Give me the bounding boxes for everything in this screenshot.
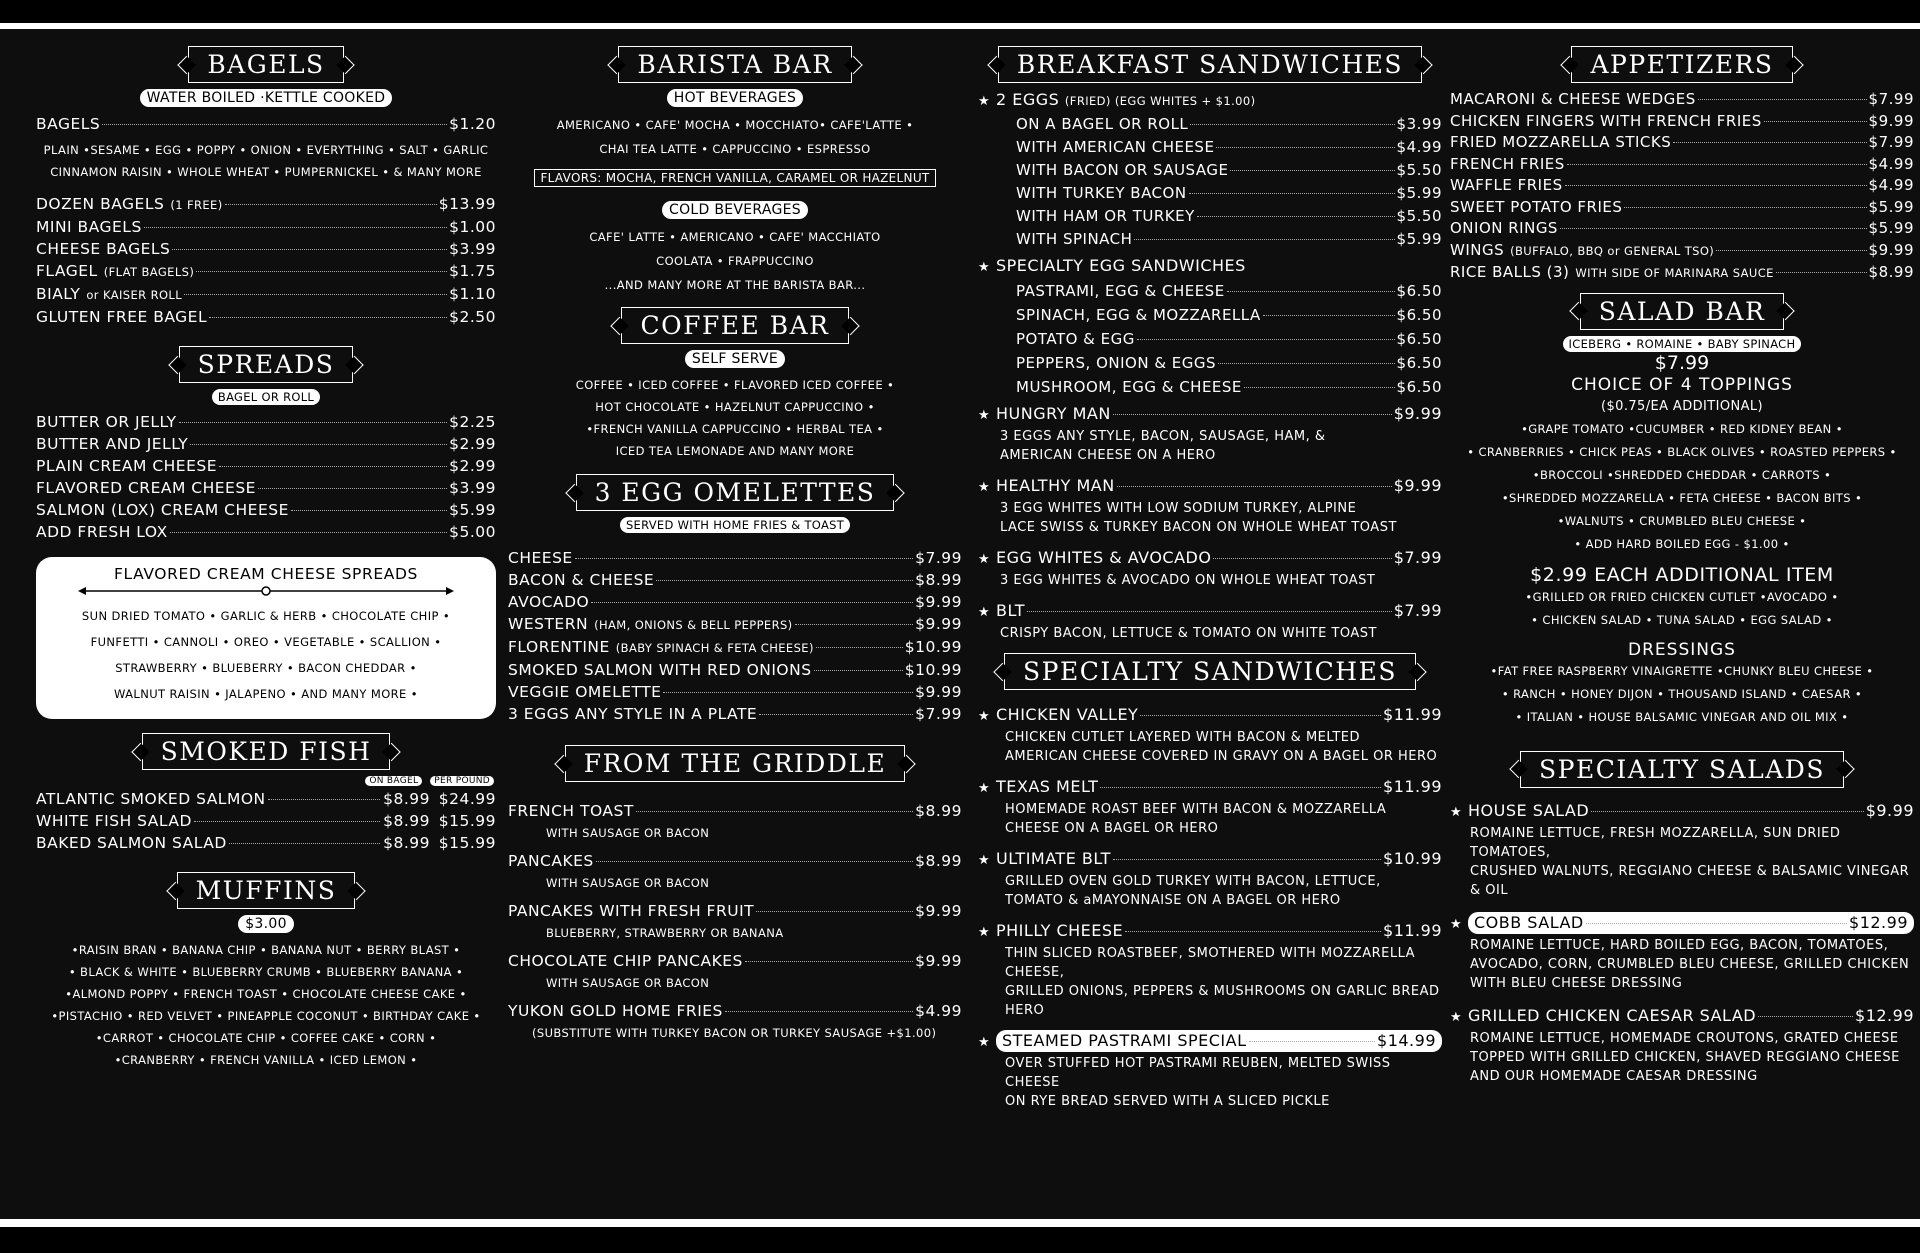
dressings-list: •FAT FREE RASPBERRY VINAIGRETTE •CHUNKY BLEU CHEESE • • RANCH • HONEY DIJON • THOUSAND ISLAND • CAESAR • • ITALIAN • HOUSE BALSAMIC VINEGAR AND OIL MIX • bbox=[1490, 663, 1874, 724]
menu-item: MUSHROOM, EGG & CHEESE $6.50 bbox=[1016, 378, 1442, 396]
menu-item: WITH HAM OR TURKEY $5.50 bbox=[1016, 207, 1442, 225]
menu-item: RICE BALLS (3) WITH SIDE OF MARINARA SAUCE $8.99 bbox=[1450, 263, 1914, 281]
menu-item: ★ BLT $7.99 bbox=[978, 600, 1442, 624]
item-description: CHICKEN CUTLET LAYERED WITH BACON & MELTED AMERICAN CHEESE COVERED IN GRAVY ON A BAGEL OR HERO bbox=[1005, 730, 1438, 764]
menu-item: ★ CHICKEN VALLEY $11.99 bbox=[978, 704, 1442, 728]
menu-item: ★ GRILLED CHICKEN CAESAR SALAD $12.99 bbox=[1450, 1005, 1914, 1029]
choice-toppings: CHOICE OF 4 TOPPINGS bbox=[1571, 374, 1793, 395]
extra-items-list: •GRILLED OR FRIED CHICKEN CUTLET •AVOCADO • • CHICKEN SALAD • TUNA SALAD • EGG SALAD • bbox=[1525, 589, 1839, 627]
muffins-price: $3.00 bbox=[238, 915, 294, 933]
star-icon: ★ bbox=[978, 480, 991, 495]
menu-item: ★ STEAMED PASTRAMI SPECIAL $14.99 bbox=[978, 1030, 1442, 1054]
menu-item: SALMON (LOX) CREAM CHEESE $5.99 bbox=[36, 501, 496, 519]
menu-item: ★ TEXAS MELT $11.99 bbox=[978, 776, 1442, 800]
cold-beverages-list: CAFE' LATTE • AMERICANO • CAFE' MACCHIATO COOLATA • FRAPPUCCINO ...AND MANY MORE AT THE BARISTA BAR... bbox=[589, 230, 881, 292]
additional-toppings: ($0.75/EA ADDITIONAL) bbox=[1601, 398, 1763, 414]
bagels-pill: WATER BOILED ·KETTLE COOKED bbox=[140, 89, 393, 107]
item-description: OVER STUFFED HOT PASTRAMI REUBEN, MELTED SWISS CHEESE ON RYE BREAD SERVED WITH A SLICED PICKLE bbox=[1005, 1056, 1391, 1109]
star-icon: ★ bbox=[978, 925, 991, 940]
menu-item: WINGS (BUFFALO, BBQ or GENERAL TSO) $9.99 bbox=[1450, 240, 1914, 259]
item-subtext: WITH SAUSAGE OR BACON bbox=[546, 826, 710, 840]
flavored-title: FLAVORED CREAM CHEESE SPREADS bbox=[114, 565, 418, 583]
star-icon: ★ bbox=[978, 853, 991, 868]
star-icon: ★ bbox=[978, 709, 991, 724]
toppings-list: •GRAPE TOMATO •CUCUMBER • RED KIDNEY BEAN • • CRANBERRIES • CHICK PEAS • BLACK OLIVES • ROASTED PEPPERS • •BROCCOLI •SHREDDED CHEDDAR • CARROTS • •SHREDDED MOZZARELLA • FETA CHEESE • BACON BITS • •WALNUTS • CRUMBLED BLEU CHEESE • • ADD HARD BOILED EGG - $1.00 • bbox=[1467, 421, 1897, 551]
top-black-band bbox=[0, 0, 1920, 23]
menu-item: WHITE FISH SALAD $8.99 $15.99 bbox=[36, 812, 496, 830]
item-description: GRILLED OVEN GOLD TURKEY WITH BACON, LETTUCE, TOMATO & aMAYONNAISE ON A BAGEL OR HERO bbox=[1005, 874, 1381, 908]
section-header-griddle: FROM THE GRIDDLE bbox=[508, 745, 962, 782]
menu-item: ★ EGG WHITES & AVOCADO $7.99 bbox=[978, 547, 1442, 571]
menu-item: 3 EGGS ANY STYLE IN A PLATE $7.99 bbox=[508, 705, 962, 723]
divider-ornament bbox=[42, 583, 490, 599]
menu-item: SWEET POTATO FRIES $5.99 bbox=[1450, 197, 1914, 216]
menu-item: SPINACH, EGG & MOZZARELLA $6.50 bbox=[1016, 306, 1442, 324]
item-subtext: (SUBSTITUTE WITH TURKEY BACON OR TURKEY SAUSAGE +$1.00) bbox=[532, 1026, 937, 1040]
item-description: CRISPY BACON, LETTUCE & TOMATO ON WHITE TOAST bbox=[1000, 626, 1377, 641]
item-description: 3 EGGS ANY STYLE, BACON, SAUSAGE, HAM, & AMERICAN CHEESE ON A HERO bbox=[1000, 429, 1326, 463]
section-header-specialty-sandwiches: SPECIALTY SANDWICHES bbox=[978, 653, 1442, 690]
cold-beverages-pill: COLD BEVERAGES bbox=[662, 201, 808, 219]
flavored-list: SUN DRIED TOMATO • GARLIC & HERB • CHOCOLATE CHIP • FUNFETTI • CANNOLI • OREO • VEGETABLE • SCALLION • STRAWBERRY • BLUEBERRY • BACON CHEDDAR • WALNUT RAISIN • JALAPENO • AND MANY MORE • bbox=[81, 609, 451, 701]
section-header-breakfast: BREAKFAST SANDWICHES bbox=[978, 46, 1442, 83]
menu-item: POTATO & EGG $6.50 bbox=[1016, 330, 1442, 348]
menu-item: GLUTEN FREE BAGEL $2.50 bbox=[36, 308, 496, 326]
item-description: HOMEMADE ROAST BEEF WITH BACON & MOZZARELLA CHEESE ON A BAGEL OR HERO bbox=[1005, 802, 1387, 836]
menu-item: WITH BACON OR SAUSAGE $5.50 bbox=[1016, 161, 1442, 179]
item-subtext: WITH SAUSAGE OR BACON bbox=[546, 876, 710, 890]
menu-item: ★ PHILLY CHEESE $11.99 bbox=[978, 920, 1442, 944]
menu-item: PANCAKES WITH FRESH FRUIT $9.99 bbox=[508, 902, 962, 920]
menu-item: WITH AMERICAN CHEESE $4.99 bbox=[1016, 138, 1442, 156]
menu-item: ON A BAGEL OR ROLL $3.99 bbox=[1016, 115, 1442, 133]
menu-item: BAGELS $1.20 bbox=[36, 115, 496, 133]
menu-item: YUKON GOLD HOME FRIES $4.99 bbox=[508, 1002, 962, 1020]
section-header-appetizers: APPETIZERS bbox=[1450, 46, 1914, 83]
section-header-muffins: MUFFINS bbox=[36, 872, 496, 909]
menu-item: FRENCH FRIES $4.99 bbox=[1450, 154, 1914, 173]
flavored-cream-cheese-box bbox=[36, 557, 496, 719]
menu-item: BUTTER OR JELLY $2.25 bbox=[36, 413, 496, 431]
menu-item: WITH SPINACH $5.99 bbox=[1016, 230, 1442, 248]
menu-item: CHEESE BAGELS $3.99 bbox=[36, 240, 496, 258]
menu-item: VEGGIE OMELETTE $9.99 bbox=[508, 683, 962, 701]
menu-item: BUTTER AND JELLY $2.99 bbox=[36, 435, 496, 453]
menu-item: DOZEN BAGELS (1 FREE) $13.99 bbox=[36, 195, 496, 213]
greens-pill: ICEBERG • ROMAINE • BABY SPINACH bbox=[1563, 336, 1802, 352]
star-icon: ★ bbox=[978, 605, 991, 620]
menu-item: WITH TURKEY BACON $5.99 bbox=[1016, 184, 1442, 202]
menu-item: ★ HEALTHY MAN $9.99 bbox=[978, 475, 1442, 499]
column-3 bbox=[978, 46, 1442, 1111]
menu-item: CHOCOLATE CHIP PANCAKES $9.99 bbox=[508, 952, 962, 970]
menu-item: ★ HUNGRY MAN $9.99 bbox=[978, 403, 1442, 427]
star-icon: ★ bbox=[1450, 804, 1463, 820]
item-description: ROMAINE LETTUCE, FRESH MOZZARELLA, SUN DRIED TOMATOES, CRUSHED WALNUTS, REGGIANO CHEESE & BALSAMIC VINEGAR & OIL bbox=[1470, 825, 1910, 898]
menu-item: BACON & CHEESE $8.99 bbox=[508, 571, 962, 589]
menu-item: FLORENTINE (BABY SPINACH & FETA CHEESE) $10.99 bbox=[508, 638, 962, 656]
section-header-barista-bar: BARISTA BAR bbox=[508, 46, 962, 83]
menu-item: FRENCH TOAST $8.99 bbox=[508, 802, 962, 820]
bagel-varieties: PLAIN •SESAME • EGG • POPPY • ONION • EVERYTHING • SALT • GARLIC CINNAMON RAISIN • WHOLE WHEAT • PUMPERNICKEL • & MANY MORE bbox=[43, 143, 489, 179]
menu-item: ★ ULTIMATE BLT $10.99 bbox=[978, 848, 1442, 872]
star-icon: ★ bbox=[978, 1035, 991, 1050]
extra-item-heading: $2.99 EACH ADDITIONAL ITEM bbox=[1530, 563, 1834, 586]
star-icon: ★ bbox=[978, 94, 991, 109]
section-header-bagels: BAGELS bbox=[36, 46, 496, 83]
column-2 bbox=[508, 46, 962, 1050]
column-1 bbox=[36, 46, 496, 1071]
menu-item: SMOKED SALMON WITH RED ONIONS $10.99 bbox=[508, 661, 962, 679]
item-subtext: WITH SAUSAGE OR BACON bbox=[546, 976, 710, 990]
menu-item: CHICKEN FINGERS WITH FRENCH FRIES $9.99 bbox=[1450, 111, 1914, 130]
hot-beverages-pill: HOT BEVERAGES bbox=[667, 89, 803, 107]
menu-item: FRIED MOZZARELLA STICKS $7.99 bbox=[1450, 133, 1914, 151]
menu-item: MINI BAGELS $1.00 bbox=[36, 218, 496, 236]
star-icon: ★ bbox=[978, 552, 991, 567]
on-bagel-label: ON BAGEL bbox=[365, 776, 422, 786]
menu-item: WESTERN (HAM, ONIONS & BELL PEPPERS) $9.99 bbox=[508, 615, 962, 633]
two-eggs-heading: ★ 2 EGGS (FRIED) (EGG WHITES + $1.00) bbox=[978, 89, 1442, 113]
menu-item: BIALY or KAISER ROLL $1.10 bbox=[36, 285, 496, 303]
section-header-spreads: SPREADS bbox=[36, 346, 496, 383]
menu-item: ★ COBB SALAD $12.99 bbox=[1450, 912, 1914, 936]
menu-item: ONION RINGS $5.99 bbox=[1450, 219, 1914, 237]
muffin-flavors: •RAISIN BRAN • BANANA CHIP • BANANA NUT • BERRY BLAST • • BLACK & WHITE • BLUEBERRY CRUMB • BLUEBERRY BANANA • •ALMOND POPPY • FRENCH TOAST • CHOCOLATE CHEESE CAKE • •PISTACHIO • RED VELVET • PINEAPPLE COCONUT • BIRTHDAY CAKE • •CARROT • CHOCOLATE CHIP • COFFEE CAKE • CORN • •CRANBERRY • FRENCH VANILLA • ICED LEMON • bbox=[51, 943, 481, 1067]
star-icon: ★ bbox=[978, 260, 991, 275]
menu-item: PLAIN CREAM CHEESE $2.99 bbox=[36, 457, 496, 475]
section-header-omelettes: 3 EGG OMELETTES bbox=[508, 474, 962, 511]
menu-item: AVOCADO $9.99 bbox=[508, 593, 962, 611]
menu-item: MACARONI & CHEESE WEDGES $7.99 bbox=[1450, 90, 1914, 108]
self-serve-pill: SELF SERVE bbox=[685, 350, 785, 368]
spreads-pill: BAGEL OR ROLL bbox=[212, 389, 320, 405]
specialty-egg-heading: ★ SPECIALTY EGG SANDWICHES bbox=[978, 255, 1442, 279]
section-header-salad-bar: SALAD BAR bbox=[1450, 293, 1914, 330]
menu-item: PEPPERS, ONION & EGGS $6.50 bbox=[1016, 354, 1442, 372]
item-description: THIN SLICED ROASTBEEF, SMOTHERED WITH MOZZARELLA CHEESE, GRILLED ONIONS, PEPPERS & MUSHROOMS ON GARLIC BREAD HERO bbox=[1005, 946, 1440, 1018]
section-header-smoked-fish: SMOKED FISH bbox=[36, 733, 496, 770]
item-description: ROMAINE LETTUCE, HARD BOILED EGG, BACON, TOMATOES, AVOCADO, CORN, CRUMBLED BLEU CHEESE, GRILLED CHICKEN WITH BLEU CHEESE DRESSING bbox=[1470, 937, 1910, 991]
menu-item: PASTRAMI, EGG & CHEESE $6.50 bbox=[1016, 282, 1442, 300]
omelettes-pill: SERVED WITH HOME FRIES & TOAST bbox=[620, 517, 850, 533]
salad-bar-price: $7.99 bbox=[1654, 351, 1710, 374]
star-icon: ★ bbox=[978, 408, 991, 423]
menu-item: ★ HOUSE SALAD $9.99 bbox=[1450, 800, 1914, 824]
item-description: 3 EGG WHITES WITH LOW SODIUM TURKEY, ALPINE LACE SWISS & TURKEY BACON ON WHOLE WHEAT TOAST bbox=[1000, 501, 1397, 535]
menu-item: BAKED SALMON SALAD $8.99 $15.99 bbox=[36, 834, 496, 852]
dressings-heading: DRESSINGS bbox=[1628, 639, 1736, 660]
menu-item: ATLANTIC SMOKED SALMON $8.99 $24.99 bbox=[36, 790, 496, 808]
menu-item: CHEESE $7.99 bbox=[508, 549, 962, 567]
star-icon: ★ bbox=[1450, 1009, 1463, 1025]
menu-item: FLAVORED CREAM CHEESE $3.99 bbox=[36, 479, 496, 497]
item-description: 3 EGG WHITES & AVOCADO ON WHOLE WHEAT TOAST bbox=[1000, 573, 1376, 588]
menu-item: WAFFLE FRIES $4.99 bbox=[1450, 176, 1914, 194]
menu-item: ADD FRESH LOX $5.00 bbox=[36, 523, 496, 541]
star-icon: ★ bbox=[978, 781, 991, 796]
menu-item: PANCAKES $8.99 bbox=[508, 852, 962, 870]
flavors-note: FLAVORS: MOCHA, FRENCH VANILLA, CARAMEL OR HAZELNUT bbox=[534, 169, 935, 187]
hot-beverages-list: AMERICANO • CAFE' MOCHA • MOCCHIATO• CAFE'LATTE • CHAI TEA LATTE • CAPPUCCINO • ESPRESSO bbox=[556, 118, 914, 156]
star-icon: ★ bbox=[1450, 916, 1463, 932]
menu-item: FLAGEL (FLAT BAGELS) $1.75 bbox=[36, 262, 496, 280]
section-header-coffee-bar: COFFEE BAR bbox=[508, 307, 962, 344]
item-subtext: BLUEBERRY, STRAWBERRY OR BANANA bbox=[546, 926, 784, 940]
bottom-white-rule bbox=[0, 1219, 1920, 1227]
per-pound-label: PER POUND bbox=[430, 776, 494, 786]
section-header-specialty-salads: SPECIALTY SALADS bbox=[1450, 751, 1914, 788]
column-4 bbox=[1450, 46, 1914, 1086]
item-description: ROMAINE LETTUCE, HOMEMADE CROUTONS, GRATED CHEESE TOPPED WITH GRILLED CHICKEN, SHAVED REGGIANO CHEESE AND OUR HOMEMADE CAESAR DRESSING bbox=[1470, 1030, 1900, 1084]
coffee-list: COFFEE • ICED COFFEE • FLAVORED ICED COFFEE • HOT CHOCOLATE • HAZELNUT CAPPUCCINO • •FRENCH VANILLA CAPPUCCINO • HERBAL TEA • ICED TEA LEMONADE AND MANY MORE bbox=[575, 378, 895, 458]
